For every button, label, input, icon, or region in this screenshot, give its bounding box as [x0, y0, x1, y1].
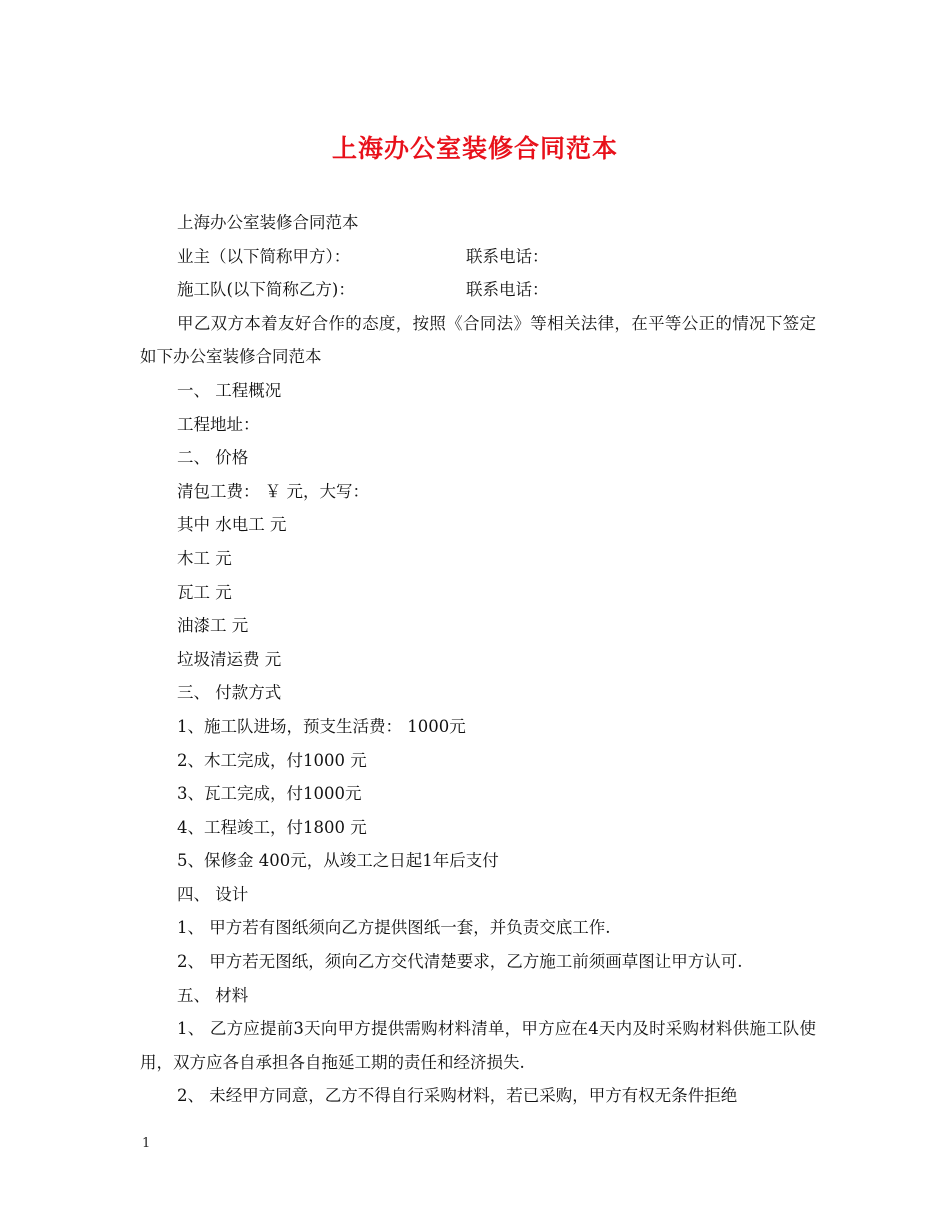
document-title: 上海办公室装修合同范本	[331, 134, 618, 163]
payment-item-2: 2、木工完成，付1000 元	[177, 750, 367, 770]
plumbing-cost-line: 其中 水电工 元	[177, 515, 287, 535]
payment-item-3: 3、瓦工完成，付1000元	[177, 784, 362, 804]
section-5-heading: 五、 材料	[177, 985, 249, 1005]
tiling-cost-line: 瓦工 元	[177, 582, 232, 602]
material-item-2: 2、 未经甲方同意，乙方不得自行采购材料，若已采购，甲方有权无条件拒绝	[177, 1086, 738, 1106]
section-2-heading: 二、 价格	[177, 448, 249, 468]
subtitle-line: 上海办公室装修合同范本	[177, 213, 359, 232]
section-1-heading: 一、 工程概况	[177, 380, 282, 400]
section-3-heading: 三、 付款方式	[177, 683, 282, 703]
contractor-label: 施工队(以下简称乙方)：	[177, 280, 355, 300]
contractor-line	[140, 273, 816, 307]
painting-cost-line: 油漆工 元	[177, 616, 249, 636]
project-address-line: 工程地址：	[177, 414, 260, 434]
owner-phone-label: 联系电话：	[466, 246, 549, 266]
design-item-1: 1、 甲方若有图纸须向乙方提供图纸一套，并负责交底工作.	[177, 918, 611, 938]
page-number: 1	[142, 1136, 151, 1151]
design-item-2: 2、 甲方若无图纸，须向乙方交代清楚要求，乙方施工前须画草图让甲方认可.	[177, 952, 743, 972]
debris-cost-line: 垃圾清运费 元	[177, 649, 282, 669]
payment-item-5: 5、保修金 400元，从竣工之日起1年后支付	[177, 851, 499, 871]
lump-sum-fee-line: 清包工费： ￥ 元，大写：	[177, 481, 369, 501]
owner-line	[140, 240, 816, 274]
contractor-phone-label: 联系电话：	[466, 280, 549, 300]
payment-item-4: 4、工程竣工，付1800 元	[177, 817, 367, 837]
section-4-heading: 四、 设计	[177, 884, 249, 904]
owner-label: 业主（以下简称甲方）：	[177, 246, 351, 266]
payment-item-1: 1、施工队进场，预支生活费： 1000元	[177, 716, 466, 736]
carpentry-cost-line: 木工 元	[177, 548, 232, 568]
material-item-1: 1、 乙方应提前3天向甲方提供需购材料清单，甲方应在4天内及时采购材料供施工队使用，双方应各自承担各自拖延工期的责任和经济损失.	[140, 1019, 816, 1072]
preamble-paragraph: 甲乙双方本着友好合作的态度，按照《合同法》等相关法律，在平等公正的情况下签定如下办公室装修合同范本	[140, 313, 816, 367]
document-body	[140, 206, 816, 1113]
